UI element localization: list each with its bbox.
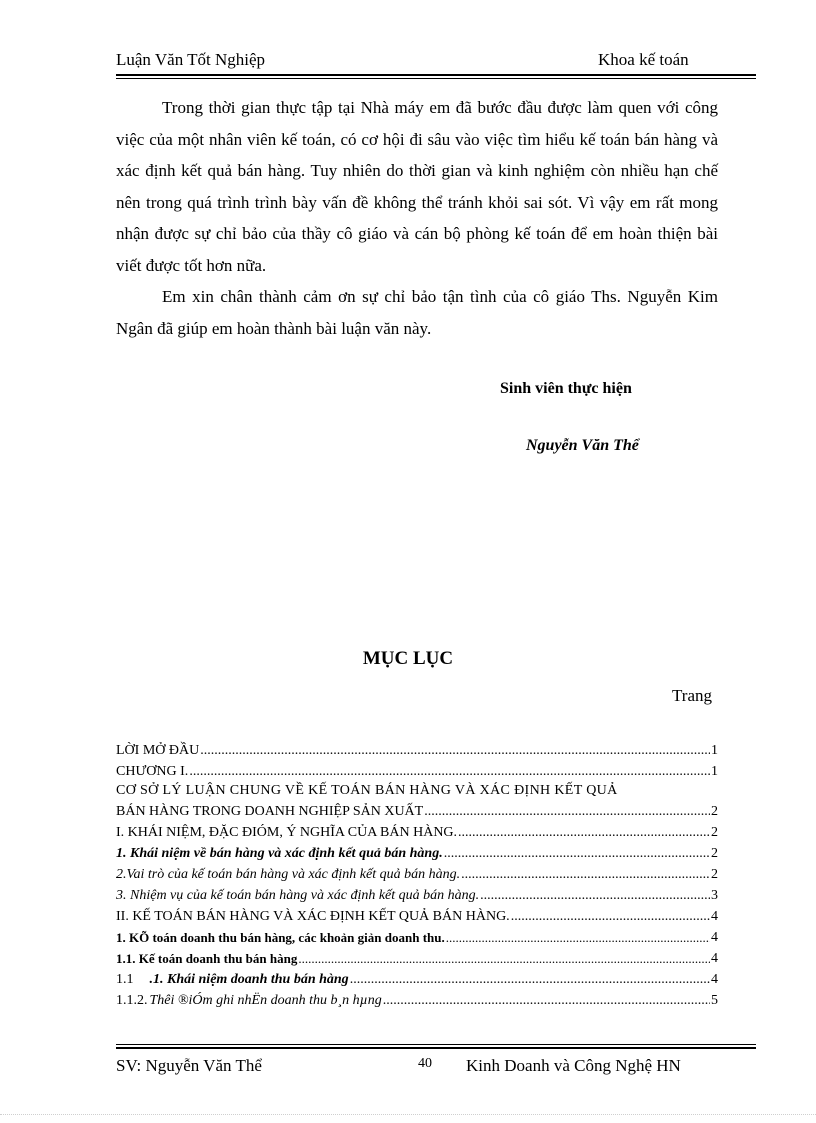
toc-entry-label: I. KHÁI NIỆM, ĐẶC ĐIÓM, Ý NGHĨA CỦA BÁN HÀNG. xyxy=(116,825,458,840)
footer-rule-thin xyxy=(116,1044,756,1045)
signature-name: Nguyễn Văn Thể xyxy=(526,437,639,454)
toc-entry[interactable] xyxy=(116,946,718,967)
paragraph-2: Em xin chân thành cảm ơn sự chỉ bảo tận tình của cô giáo Ths. Nguyễn Kim Ngân đã giúp em hoàn thành bài luận văn này. xyxy=(116,287,718,338)
toc-entry-page: 1 xyxy=(711,743,718,758)
toc-leader xyxy=(424,803,710,820)
toc-entry-page: 2 xyxy=(711,804,718,819)
toc-leader xyxy=(298,950,710,967)
table-of-contents xyxy=(116,738,718,1009)
toc-entry-page: 5 xyxy=(711,993,718,1008)
toc-entry-label: CƠ SỞ LÝ LUẬN CHUNG VỀ KẾ TOÁN BÁN HÀNG VÀ XÁC ĐỊNH KẾT QUẢ xyxy=(116,783,618,798)
toc-leader xyxy=(189,763,710,780)
toc-page-heading: Trang xyxy=(672,686,712,705)
toc-entry[interactable] xyxy=(116,820,718,841)
footer-institution: Kinh Doanh và Công Nghệ HN xyxy=(466,1056,681,1075)
toc-entry-label: .1. Khái niệm doanh thu bán hàng xyxy=(149,972,349,987)
toc-entry[interactable] xyxy=(116,738,718,759)
toc-entry[interactable] xyxy=(116,780,718,820)
toc-entry-label: 2.Vai trò của kế toán bán hàng và xác định kết quả bán hàng. xyxy=(116,867,461,882)
page-header xyxy=(116,48,756,70)
header-thesis-title: Luận Văn Tốt Nghiệp xyxy=(116,50,266,69)
toc-entry-label-continued: BÁN HÀNG TRONG DOANH NGHIỆP SẢN XUẤT xyxy=(116,804,424,819)
toc-leader xyxy=(461,866,710,883)
toc-entry-label: Thêi ®iÓm ghi nhËn doanh thu b¸n hµng xyxy=(149,993,382,1008)
toc-leader xyxy=(446,929,710,946)
toc-entry[interactable] xyxy=(116,925,718,946)
signature-title: Sinh viên thực hiện xyxy=(500,380,632,397)
toc-title: MỤC LỤC xyxy=(362,648,454,669)
header-rule-thin xyxy=(116,78,756,79)
toc-entry[interactable] xyxy=(116,883,718,904)
toc-entry-page: 2 xyxy=(711,867,718,882)
toc-leader xyxy=(480,887,710,904)
toc-entry-page: 4 xyxy=(711,951,718,966)
toc-entry-label: 3. Nhiệm vụ của kế toán bán hàng và xác định kết quả bán hàng. xyxy=(116,888,480,903)
footer-student-name: SV: Nguyễn Văn Thể xyxy=(116,1056,262,1075)
toc-entry-page: 4 xyxy=(711,972,718,987)
toc-leader xyxy=(511,908,710,925)
toc-leader xyxy=(444,845,710,862)
toc-entry-page: 1 xyxy=(711,764,718,779)
toc-entry-label: 1.1. Kế toán doanh thu bán hàng xyxy=(116,951,298,966)
toc-entry-label: 1. KÕ toán doanh thu bán hàng, các khoản giản doanh thu. xyxy=(116,930,445,945)
header-faculty: Khoa kế toán xyxy=(598,50,689,69)
toc-entry[interactable] xyxy=(116,841,718,862)
paragraph-1: Trong thời gian thực tập tại Nhà máy em đã bước đầu được làm quen với công việc của một nhân viên kế toán, có cơ hội đi sâu vào việc tìm hiểu kế toán bán hàng và xác định kết quả bán hàng. Tuy nhiên do thời gian và kinh nghiệm còn nhiều hạn chế nên trong quá trình trình bày vấn đề không thể tránh khỏi sai sót. Vì vậy em rất mong nhận được sự chỉ bảo của thầy cô giáo và cán bộ phòng kế toán để em hoàn thiện bài viết được tốt hơn nữa. xyxy=(116,98,718,275)
acknowledgement-text xyxy=(116,92,718,344)
toc-leader xyxy=(350,971,710,988)
toc-entry-page: 4 xyxy=(711,930,718,945)
toc-leader xyxy=(458,824,710,841)
toc-entry-label: II. KẾ TOÁN BÁN HÀNG VÀ XÁC ĐỊNH KẾT QUẢ BÁN HÀNG. xyxy=(116,909,510,924)
toc-entry-page: 2 xyxy=(711,825,718,840)
footer-rule-thick xyxy=(116,1047,756,1049)
toc-entry[interactable] xyxy=(116,862,718,883)
toc-entry[interactable] xyxy=(116,904,718,925)
toc-entry-label: CHƯƠNG I. xyxy=(116,764,189,779)
toc-entry-page: 4 xyxy=(711,909,718,924)
toc-leader xyxy=(200,742,710,759)
toc-entry-label: 1. Khái niệm về bán hàng và xác định kết quả bán hàng. xyxy=(116,846,443,861)
page-bottom-border xyxy=(0,1114,816,1115)
toc-entry[interactable] xyxy=(116,759,718,780)
footer-page-number: 40 xyxy=(418,1056,432,1071)
toc-entry[interactable] xyxy=(116,988,718,1009)
header-rule-thick xyxy=(116,74,756,76)
toc-entry-number: 1.1 xyxy=(116,972,134,987)
toc-entry-label: LỜI MỞ ĐẦU xyxy=(116,743,200,758)
toc-entry[interactable] xyxy=(116,967,718,988)
toc-entry-page: 3 xyxy=(711,888,718,903)
toc-entry-page: 2 xyxy=(711,846,718,861)
toc-entry-number: 1.1.2. xyxy=(116,993,148,1008)
toc-leader xyxy=(383,992,710,1009)
